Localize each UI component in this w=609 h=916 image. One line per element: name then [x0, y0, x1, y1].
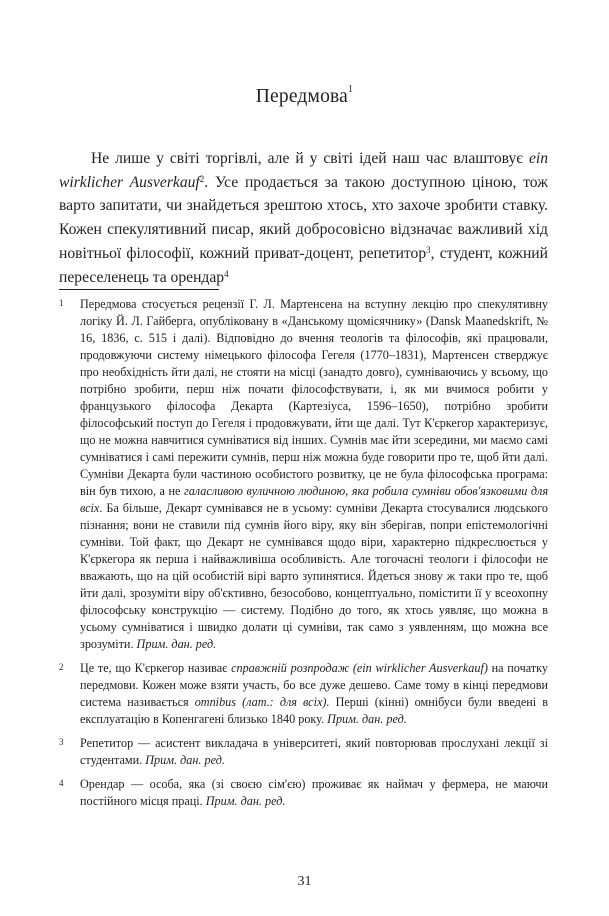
footnote-2	[59, 660, 548, 728]
text-run: Це те, що К'єркегор називає	[80, 661, 232, 675]
text-run: Передмова стосується рецензії Г. Л. Мартенсена на вступну лекцію про спекулятивну логіку Й. Л. Гайберга, опубліковану в «Данському щомісячнику» (Dansk Maanedskrift, № 16, 1836, с. 515 і далі). Відповідно до вчення теологів та філософів, які працювали, продовжуючи систему німецького філософа Гегеля (1770–1831), Мартенсен стверджує про необхідність йти далі, не стояти на місці (занадто довго), сумніваючись у всьому, що потрібно зробити, перш ніж почати філософствувати, і, як ми вчимося робити у французького філософа Декарта (Картезіуса, 1596–1650), потрібно зробити філософський поступ до Гегеля і продовжувати, йти ще далі. Тут К'єркегор характеризує, що не можна навчитися сумніватися від інших. Сумнів має йти зсередини, ми маємо самі сумніватися і самі пережити сумнів, перш ніж можна буде говорити про те, щоб йти далі. Сумніви Декарта були частиною особистого розвитку, це не була філософська програма: він був тихою, а не	[80, 297, 548, 498]
text-run: Перші (кінні) омнібуси були введені в експлуатацію в Копенгагені близько 1840 року.	[80, 695, 549, 726]
paragraph	[59, 147, 548, 289]
footnote-number: 4	[59, 778, 64, 788]
footnote-text	[80, 660, 548, 728]
text-run: . Усе продається за такою доступною ціною, тож варто запитати, чи знайдеться зрештою хтось, хто захоче зробити ставку. Кожен спекулятивний писар, який добросовісно відзначає важливий хід новітньої філософії, кожний приват-доцент, репетитор	[59, 173, 548, 262]
footnote-text	[80, 735, 548, 769]
footnote-number: 3	[59, 737, 64, 747]
chapter-title-text: Передмова	[255, 86, 349, 107]
text-run: . Ба більше, Декарт сумнівався не в усьому: сумніви Декарта стосувалися людського пізнання; вони не ставили під сумнів його віру, яку він зберігав, попри епістемологічні сумніви. Той факт, що Декарт не сумнівався щодо віри, характерно підкреслюється у К'єркегора як перша і найважливіша особливість. Але тогочасні теологи і філософи не вважають, що на цій особистій вірі варто зупинятися. Йдеться знову ж таки про те, щоб йти далі, зрозуміти віру об'єктивно, безособово, концептуально, помістити її у всеохопну філософську конструкцію — систему. Подібно до того, як хтось уявляє, що можна в усьому сумніватися і швидко долати ці сумніви, так само з уявленням, що можна все зрозуміти.	[80, 501, 548, 651]
italic-phrase: галасливою вуличною людиною, яка робила сумніви обов'язковими для всіх	[80, 484, 548, 515]
editor-note: Прим. дан. ред.	[327, 712, 407, 726]
editor-note: Прим. дан. ред.	[145, 753, 225, 767]
footnote-3	[59, 735, 548, 769]
footnote-ref: 4	[224, 268, 229, 279]
body-text	[59, 147, 548, 289]
italic-phrase: справжній розпродаж (ein wirklicher Ausverkauf)	[231, 661, 488, 675]
footnote-text	[80, 296, 548, 653]
italic-phrase: ein wirklicher Ausverkauf	[59, 150, 548, 191]
footnote-ref: 3	[426, 244, 431, 255]
italic-phrase: omnibus (лат.: для всіх).	[194, 695, 330, 709]
footnote-ref: 1	[348, 84, 354, 95]
editor-note: Прим. дан. ред.	[136, 637, 217, 651]
text-run: Не лише у світі торгівлі, але й у світі ідей наш час влаштовує	[91, 150, 529, 167]
text-run: на початку передмови. Кожен може взяти участь, бо все дуже дешево. Саме тому в кінці передмови система називається	[80, 661, 548, 709]
editor-note: Прим. дан. ред.	[205, 794, 286, 808]
footnote-number: 2	[59, 662, 64, 672]
footnote-4	[59, 776, 548, 810]
footnote-ref: 2	[199, 173, 205, 184]
page-number: 31	[297, 874, 312, 889]
text-run: Орендар — особа, яка (зі своєю сім'єю) проживає як наймач у фермера, не маючи постійного місця праці.	[80, 777, 548, 808]
footnote-separator	[59, 289, 219, 290]
chapter-title	[0, 86, 609, 108]
text-run: , студент, кожний переселенець та орендар	[59, 244, 548, 286]
text-run: Репетитор — асистент викладача в університеті, який повторював прослухані лекції зі студентами.	[80, 736, 548, 767]
footnotes	[59, 296, 548, 817]
footnote-number: 1	[59, 298, 64, 308]
footnote-text	[80, 776, 548, 810]
footnote-1	[59, 296, 548, 653]
